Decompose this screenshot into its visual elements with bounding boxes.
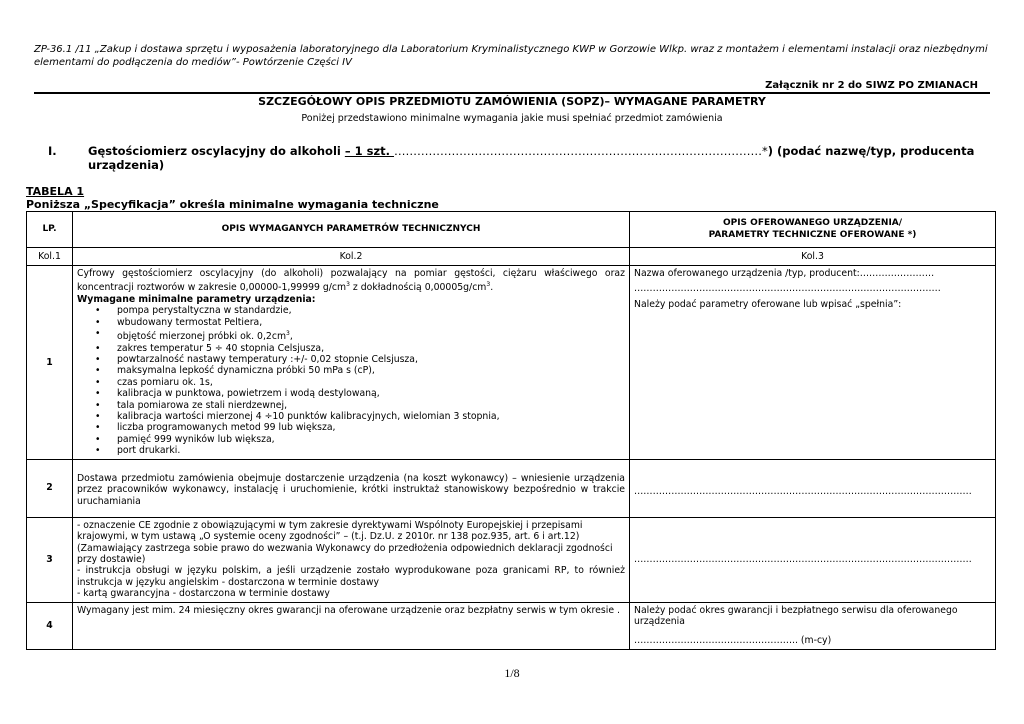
row3-line3: - kartą gwarancyjna - dostarczona w terminie dostawy (77, 588, 330, 600)
row-description (73, 459, 630, 517)
row-offer (630, 517, 996, 602)
list-item: • kalibracja w punktowa, powietrzem i wodą destylowaną, (117, 388, 625, 399)
section-name: Gęstościomierz oscylacyjny do alkoholi (88, 144, 345, 158)
list-item: • port drukarki. (117, 445, 625, 456)
table-row (27, 459, 996, 517)
list-item: • pamięć 999 wyników lub większa, (117, 434, 625, 445)
row-offer (630, 459, 996, 517)
list-item: • liczba programowanych metod 99 lub większa, (117, 422, 625, 433)
table-row (27, 266, 996, 460)
table-header-row (27, 212, 996, 248)
header-offered-params (630, 212, 996, 248)
list-item: • tala pomiarowa ze stali nierdzewnej, (117, 400, 625, 411)
offer-dots: ……………………………………………………………………………………… (634, 283, 941, 295)
section-text (88, 144, 988, 172)
page-number: 1/8 (504, 666, 520, 680)
offer-note: Należy podać parametry oferowane lub wpisać „spełnia”: (634, 298, 902, 310)
superscript: 3 (286, 330, 290, 338)
header-lp: LP. (27, 212, 73, 248)
list-item: • pompa perystaltyczna w standardzie, (117, 305, 625, 316)
offer-dots: ………………………………………………………………………………………………. (634, 486, 972, 498)
section-quantity: – 1 szt. (344, 144, 395, 158)
list-item-suffix: , (289, 331, 293, 343)
table-row (27, 602, 996, 649)
table-label: TABELA 1 (26, 185, 85, 198)
row1-intro (77, 268, 625, 294)
header-divider (34, 92, 990, 94)
row2-text: Dostawa przedmiotu zamówienia obejmuje dostarczenie urządzenia (na koszt wykonawcy) – wniesienie urządzenia przez pracowników wykonawcy, instalację i uruchomienie, krótki instruktaż stanowiskowy bezpośrednio w trakcie uruchamiania (77, 472, 625, 507)
row-offer (630, 266, 996, 460)
list-item: • czas pomiaru ok. 1s, (117, 377, 625, 388)
list-item: • kalibracja wartości mierzonej 4 ÷10 punktów kalibracyjnych, wielomian 3 stopnia, (117, 411, 625, 422)
offer-name-field: Nazwa oferowanego urządzenia /typ, producent:…………………… (634, 268, 935, 279)
specification-label: Poniższa „Specyfikacja” określa minimalne wymagania techniczne (26, 198, 439, 211)
list-item-text: objętość mierzonej próbki ok. 0,2cm (117, 331, 287, 343)
list-item: • wbudowany termostat Peltiera, (117, 317, 625, 328)
row-description (73, 602, 630, 649)
requirements-list (77, 305, 625, 456)
list-item: • maksymalna lepkość dynamiczna próbki 50 mPa s (cP), (117, 365, 625, 376)
row1-requirements-heading: Wymagane minimalne parametry urządzenia: (77, 293, 316, 305)
kol-2: Kol.2 (73, 248, 630, 266)
header-offered-line1: OPIS OFEROWANEGO URZĄDZENIA/ (722, 218, 903, 229)
list-item (117, 328, 625, 343)
offer-note: Należy podać okres gwarancji i bezpłatnego serwisu dla oferowanego urządzenia (634, 604, 958, 627)
offer-dots: …………………………………………….. (m-cy) (634, 635, 832, 647)
kol-1: Kol.1 (27, 248, 73, 266)
page-title: SZCZEGÓŁOWY OPIS PRZEDMIOTU ZAMÓWIENIA (SOPZ)– WYMAGANE PARAMETRY (258, 95, 766, 108)
row-number: 3 (27, 517, 73, 602)
row-description (73, 517, 630, 602)
row3-line2: - instrukcja obsługi w języku polskim, a jeśli urządzenie zostało wyprodukowane poza granicami RP, to również instrukcja w języku angielskim - dostarczona w terminie dostawy (77, 565, 625, 588)
row-description (73, 266, 630, 460)
header-required-params: OPIS WYMAGANYCH PARAMETRÓW TECHNICZNYCH (73, 212, 630, 248)
list-item: • zakres temperatur 5 ÷ 40 stopnia Celsjusza, (117, 343, 625, 354)
header-offered-line2: PARAMETRY TECHNICZNE OFEROWANE *) (708, 229, 917, 240)
spacer (77, 462, 625, 473)
specification-table (26, 211, 996, 650)
offer-dots: ………………………………………………………………………………………………. (634, 553, 972, 565)
kol-row (27, 248, 996, 266)
table-row (27, 517, 996, 602)
page-subtitle: Poniżej przedstawiono minimalne wymagania jakie musi spełniać przedmiot zamówienia (301, 113, 723, 124)
section-dots: ……………………………………………………………………………………* (394, 144, 768, 158)
row-number: 1 (27, 266, 73, 460)
row1-intro-b: z dokładnością 0,00005g/cm (349, 282, 487, 294)
section-tail: ) (podać nazwę/typ, producenta urządzenia) (88, 144, 975, 172)
superscript: 3 (346, 281, 350, 289)
row3-line1: - oznaczenie CE zgodnie z obowiązującymi w tym zakresie dyrektywami Wspólnoty Europejskiej i przepisami krajowymi, w tym ustawą „O systemie oceny zgodności” – (t.j. Dz.U. z 2010r. nr 138 poz.935, art. 6 i art.12) (Zamawiający zastrzega sobie prawo do wezwania Wykonawcy do przedłożenia odpowiednich deklaracji zgodności przy dostawie) (77, 519, 613, 565)
kol-3: Kol.3 (630, 248, 996, 266)
superscript: 3 (486, 281, 491, 289)
row-offer (630, 602, 996, 649)
document-reference-header: ZP-36.1 /11 „Zakup i dostawa sprzętu i wyposażenia laboratoryjnego dla Laboratorium Kryminalistycznego KWP w Gorzowie Wlkp. wraz z montażem i elementami instalacji oraz niezbędnymi elementami do podłączenia do mediów”- Powtórzenie Części IV (34, 44, 988, 68)
section-number: I. (48, 144, 57, 158)
row1-period: . (490, 282, 494, 294)
row-number: 2 (27, 459, 73, 517)
row-number: 4 (27, 602, 73, 649)
row1-intro-a: Cyfrowy gęstościomierz oscylacyjny (do alkoholi) pozwalający na pomiar gęstości, ciężaru właściwego oraz koncentracji roztworów w zakresie 0,00000-1,99999 g/cm (77, 268, 625, 294)
list-item: • powtarzalność nastawy temperatury :+/- 0,02 stopnie Celsjusza, (117, 354, 625, 365)
attachment-label: Załącznik nr 2 do SIWZ PO ZMIANACH (765, 80, 978, 91)
row4-text: Wymagany jest mim. 24 miesięczny okres gwarancji na oferowane urządzenie oraz bezpłatny serwis w tym okresie . (77, 604, 620, 616)
